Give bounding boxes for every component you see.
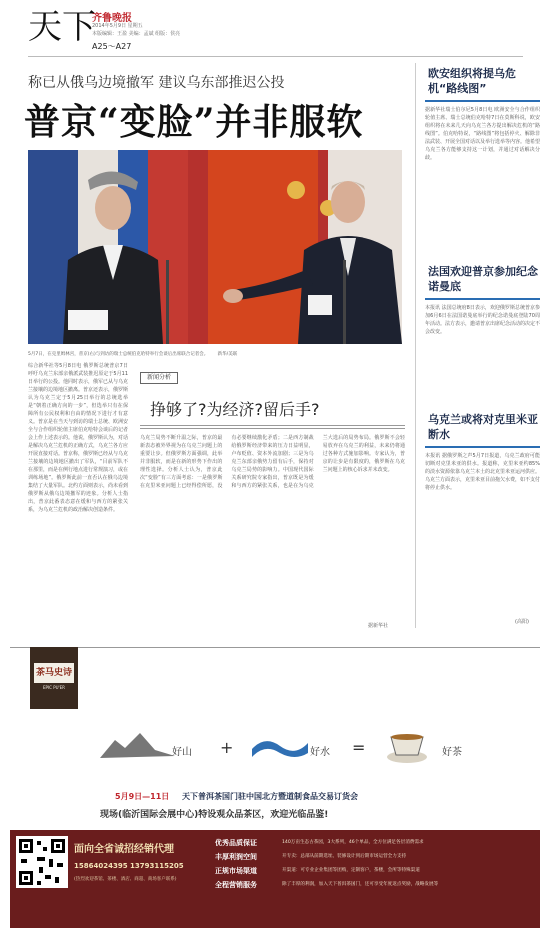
sidebar-rule-2 <box>425 298 540 300</box>
photo-caption <box>28 351 408 357</box>
header-divider <box>28 56 523 57</box>
ad-bottom-strip <box>10 830 540 928</box>
analysis-body: 乌克兰局势不断升温之际，普京的最新表态被外界视为在乌克兰问题上的重要让步。但俄罗斯方面强调，此举并非服软，而是在新的形势下作出的理性选择。分析人士认为，普京此次“变脸”有三方面考虑：一是俄罗斯在克里米亚问题上已经得偿所愿，没有必要继续激化矛盾；二是西方制裁给俄罗斯经济带来的压力日益明显，卢布贬值、资本外流加剧；三是为乌克兰东部亲俄势力留有后手，保持对乌克兰局势的影响力。中国现代国际关系研究院专家指出，普京既是为缓和与西方的紧张关系，也是在为乌克兰大选后的局势布局。俄罗斯不会轻易放弃在乌克兰的利益，未来仍将通过各种方式施加影响。专家认为，普京的让步是有限度的，俄罗斯在乌克兰问题上的核心诉求并未改变。 <box>140 435 405 489</box>
advertisement <box>0 643 550 930</box>
qr-code-icon <box>16 836 68 888</box>
sidebar-rule-1 <box>425 100 540 102</box>
analysis-credit: 据新华社 <box>368 623 389 629</box>
news-photo <box>28 150 402 344</box>
analysis-divider <box>140 425 405 429</box>
sidebar-title-2: 法国欢迎普京参加纪念诺曼底 <box>428 265 538 293</box>
sidebar-body-3: 本报讯 据俄罗斯之声5月7日报道，乌克兰政府可能切断对克里米亚的供水。报道称，克里米亚约85%的淡水资源依靠乌克兰本土的北克里米亚运河供应。乌克兰方面表示，克里米亚目前拖欠水费，如不支付将停止供水。 <box>425 453 540 491</box>
subheadline: 称已从俄乌边境撤军 建议乌东部推迟公投 <box>28 75 285 91</box>
event-date: 5月9日—11日 <box>115 792 170 801</box>
benefit-item: 140万亩生态古茶园，3大系列，46个单品，全方位满足各层消费需求 <box>282 840 424 845</box>
photo-credit: 新华/美联 <box>217 352 238 357</box>
sidebar-body-2: 本报讯 法国总统府8日表示，欢迎俄罗斯总统普京参加6月6日在法国诺曼底举行的纪念诺曼底登陆70周年活动。法方表示，邀请普京出席纪念活动的决定不会改变。 <box>425 305 540 335</box>
benefit-list <box>282 836 534 892</box>
analysis-title: 挣够了?为经济?留后手? <box>150 400 320 419</box>
event-name: 天下普洱茶国门驻中国北方暨道制食品交易订货会 <box>182 792 358 801</box>
brand-english: EPIC PU'ER <box>43 685 65 690</box>
mountain-illustration <box>100 728 175 763</box>
recruit-note: (热烈欢迎茶馆、茶楼、酒店、商超、商场客户联系) <box>74 877 177 882</box>
quality-item: 正规市场渠道 <box>215 867 257 875</box>
editor-text: 本版编辑：王盈 美编：孟斌 组版：侯亮 <box>92 31 181 37</box>
caption-text: 5月7日，在克里姆林宫，普京(右)与到访的瑞士总统伯克哈特举行会谈后出席联合记者会。 <box>28 352 209 357</box>
photo-illustration <box>28 150 402 344</box>
formula-tea: 好茶 <box>442 747 462 758</box>
water-illustration <box>250 731 310 761</box>
recruit-title: 面向全省诚招经销代理 <box>74 844 174 855</box>
formula-equals: = <box>352 738 366 757</box>
sidebar-rule-3 <box>425 446 540 448</box>
analysis-tag: 新闻分析 <box>146 374 171 381</box>
quality-item: 全程营销服务 <box>215 881 257 889</box>
brand-name: 茶马史诗 <box>34 663 74 683</box>
benefit-item: 开专卖：总部从前期选址、装修设计到后期市场运营全力支持 <box>282 854 407 859</box>
quality-list <box>215 836 275 892</box>
quality-item: 优秀品质保证 <box>215 839 257 847</box>
event-venue: 现场(临沂国际会展中心)特设观众品茶区，欢迎光临品鉴! <box>100 810 329 820</box>
headline: 普京“变脸”并非服软 <box>24 101 364 143</box>
sidebar-body-1: 据新华社瑞士伯尔尼5月8日电 欧洲安全与合作组织轮值主席、瑞士总统伯克哈特7日在莫斯科说，欧安组织将在未来几天向乌克兰各方提出解决危机的“路线图”。伯克哈特说，“路线图”将包括停火、解除非法武装、开展全国对话以及举行选举等内容。他希望乌克兰各方能够支持这一计划，并通过对话解决分歧。 <box>425 107 540 161</box>
formula-water: 好水 <box>310 747 330 758</box>
sidebar-credit: (高阳) <box>515 619 529 625</box>
quality-item: 丰厚利润空间 <box>215 853 257 861</box>
phone-numbers: 15864024395 13793115205 <box>74 862 184 870</box>
sidebar-title-1: 欧安组织将提乌危机“路线图” <box>428 67 516 95</box>
sidebar-divider <box>415 63 416 628</box>
page-range: A25～A27 <box>92 42 132 51</box>
benefit-item: 开渠道：可专业企业集团等团购，定制客户，茶楼，会所等特殊渠道 <box>282 868 420 873</box>
main-article-body: 综合新华社等5月8日电 俄罗斯总统普京7日呼吁乌克兰东部亲俄派武装推迟原定于5月11日举行的公投。他同时表示，俄军已从与乌克兰接壤的边境地区撤离。普京还表示，俄罗斯认为乌克兰定于5月25日举行的总统选举是“朝着正确方向的一步”，但选举只有在保障所有公民权利和自由的情况下进行才有意义。普京是在当天与到访的瑞士总统、欧洲安全与合作组织轮值主席伯克哈特会谈后的记者会上作上述表示的。他说，俄罗斯认为，对话是解决乌克兰危机的正确方式，乌克兰各方应开展直接对话。普京称，俄罗斯已经从与乌克兰接壤的边境地区撤出了军队，“目前军队不在那里，而是在例行地点进行常规演习，或在训练场地”。俄罗斯此前一直否认在俄乌边境集结了大量军队。北约方面则表示，尚未看到俄罗斯从俄乌边境撤军的迹象。分析人士指出，普京此番表态意在缓和与西方的紧张关系，为乌克兰危机的政治解决创造条件。 <box>28 363 128 513</box>
formula-plus: + <box>220 738 234 757</box>
benefit-item: 除了丰厚的利润，加入天下普洱茶国门，还可享受年度返点奖励，战略发展等 <box>282 882 439 887</box>
ad-top-rule <box>10 647 540 648</box>
brand-logo <box>30 647 78 709</box>
section-title: 天下 <box>28 7 96 47</box>
newspaper-logo: 齐鲁晚报 <box>92 13 132 24</box>
date-line <box>92 22 202 38</box>
formula-mountain: 好山 <box>172 747 192 758</box>
sidebar-title-3: 乌克兰或将对克里米亚断水 <box>428 413 538 441</box>
teacup-illustration <box>385 727 430 767</box>
analysis-tag-box <box>140 372 178 384</box>
date-text: 2014年5月9日 星期五 <box>92 23 143 29</box>
